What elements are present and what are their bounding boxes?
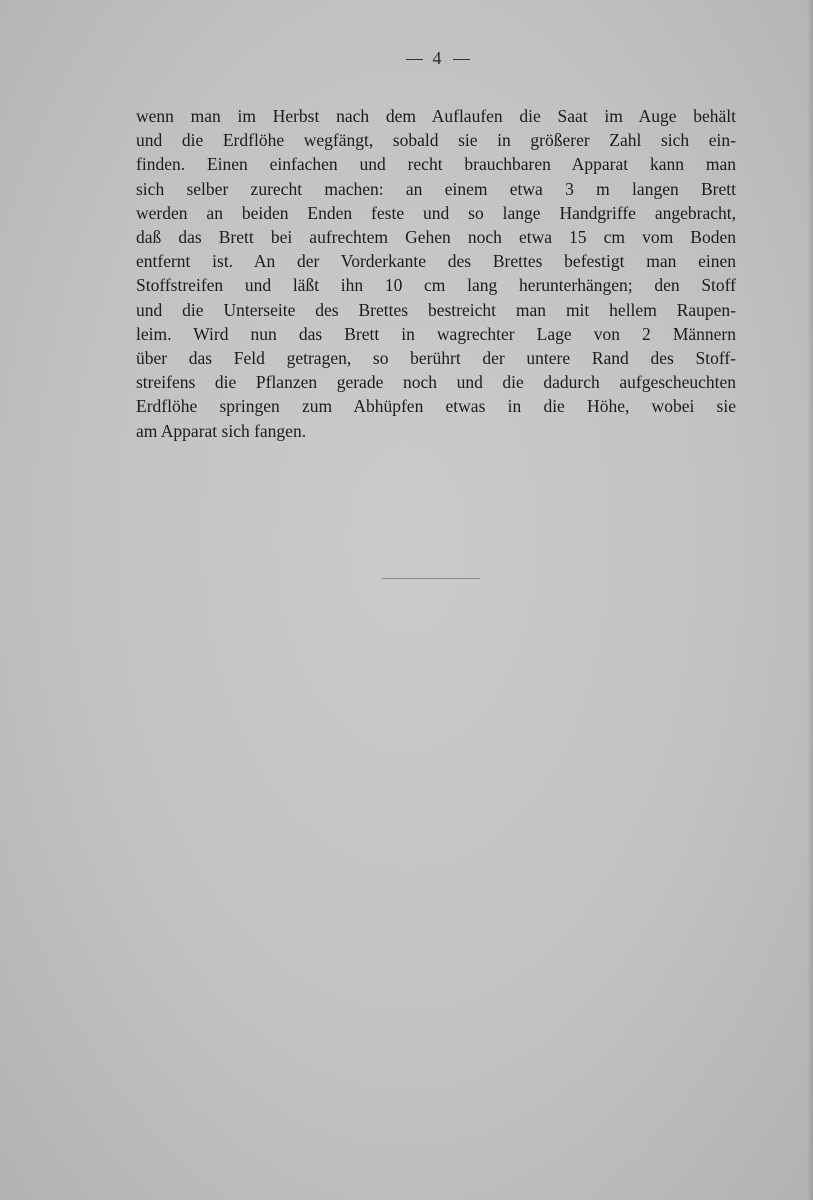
text-line: sich selber zurecht machen: an einem etwa 3 m langen Brett — [136, 178, 736, 199]
text-line: entfernt ist. An der Vorderkante des Brettes befestigt man einen — [136, 251, 736, 272]
page-number-value: 4 — [432, 48, 443, 68]
page-number — [0, 48, 813, 69]
text-line: und die Erdflöhe wegfängt, sobald sie in größerer Zahl sich ein- — [136, 130, 736, 151]
text-line: Erdflöhe springen zum Abhüpfen etwas in die Höhe, wobei sie — [136, 396, 736, 417]
text-line: werden an beiden Enden feste und so lange Handgriffe angebracht, — [136, 202, 736, 223]
text-line: leim. Wird nun das Brett in wagrechter Lage von 2 Männern — [136, 323, 736, 344]
page-edge-shadow — [807, 0, 813, 1200]
text-line: finden. Einen einfachen und recht brauchbaren Apparat kann man — [136, 154, 736, 175]
text-line: streifens die Pflanzen gerade noch und die dadurch aufgescheuchten — [136, 372, 736, 393]
page-number-dash-left — [406, 59, 423, 60]
text-line: und die Unterseite des Brettes bestreicht man mit hellem Raupen- — [136, 299, 736, 320]
text-line: wenn man im Herbst nach dem Auflaufen die Saat im Auge behält — [136, 106, 736, 126]
text-line: daß das Brett bei aufrechtem Gehen noch etwa 15 cm vom Boden — [136, 227, 736, 248]
section-end-rule — [382, 578, 480, 579]
page-number-dash-right — [453, 59, 470, 60]
text-line: Stoffstreifen und läßt ihn 10 cm lang herunterhängen; den Stoff — [136, 275, 736, 296]
body-paragraph — [136, 104, 736, 443]
text-line: über das Feld getragen, so berührt der untere Rand des Stoff- — [136, 348, 736, 369]
text-line-last: am Apparat sich fangen. — [136, 420, 307, 441]
